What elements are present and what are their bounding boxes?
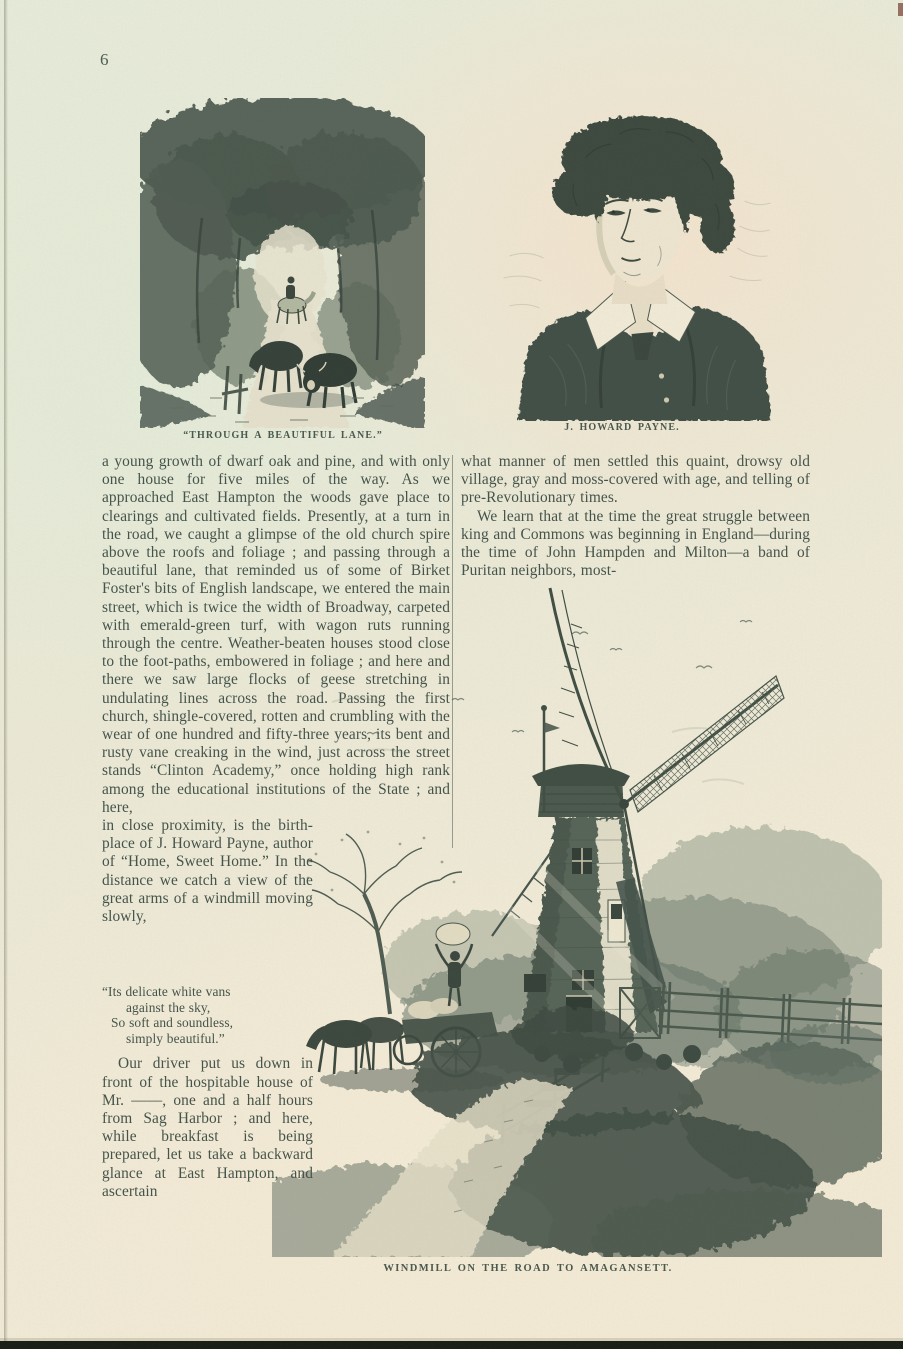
lane-engraving-image [140,98,425,428]
lane-illustration [140,98,425,428]
payne-portrait [487,106,792,421]
verse-line: “Its delicate white vans [102,984,231,1000]
left-column-narrow [102,817,313,1201]
page-bottom-edge [0,1341,903,1349]
right-column [461,453,810,580]
left-column [102,453,450,1201]
verse-line: So soft and soundless, [111,1015,234,1031]
verse-quote [102,984,313,1046]
verse-line: against the sky, [126,999,211,1015]
page-number: 6 [100,50,109,69]
left-column-paragraph-2: Our driver put us down in front of the hospitable house of Mr. ——, one and a half hours from Sag Harbor ; and here, while breakfast is being prepared, let us take a backward glance at East Hampton, and ascertain [102,1055,313,1200]
windmill-caption: WINDMILL ON THE ROAD TO AMAGANSETT. [383,1263,673,1274]
left-column-paragraph-1-continued: in close proximity, is the birth-place of J. Howard Payne, author of “Home, Sweet Home.” In the distance we catch a view of the great arms of a windmill moving slowly, [102,817,313,926]
page-corner-mark [898,3,903,16]
lane-caption: “THROUGH A BEAUTIFUL LANE.” [183,430,383,441]
payne-portrait-image [487,106,792,421]
column-divider [452,455,453,848]
payne-caption: J. HOWARD PAYNE. [564,422,680,433]
right-column-paragraph-1: what manner of men settled this quaint, drowsy old village, gray and moss-covered with age, and telling of pre-Revolutionary times. [461,453,810,507]
left-column-paragraph-1: a young growth of dwarf oak and pine, and with only one house for five miles of the way. As we approached East Hampton the woods gave place to clearings and cultivated fields. Presently, at a turn in the road, we caught a glimpse of the old church spire above the roofs and foliage ; and passing through a beautiful lane, that reminded us of some of Birket Foster's bits of English landscape, we entered the main street, which is twice the width of Broadway, carpeted with emerald-green turf, with wagon ruts running through the centre. Weather-beaten houses stood close to the foot-paths, embowered in foliage ; and here and there we saw large flocks of geese stretching in undulating lines across the road. Passing the first church, shingle-covered, rotten and crumbling with the wear of one hundred and fifty-three years, its bent and rusty vane creaking in the wind, just across the street stands “Clinton Academy,” once holding high rank among the educational institutions of the State ; and here, [102,453,450,816]
page-left-edge-shadow [4,0,8,1349]
verse-line: simply beautiful.” [126,1030,225,1046]
right-column-paragraph-2: We learn that at the time the great struggle between king and Commons was beginning in England—during the time of John Hampden and Milton—a band of Puritan neighbors, most- [461,507,810,580]
